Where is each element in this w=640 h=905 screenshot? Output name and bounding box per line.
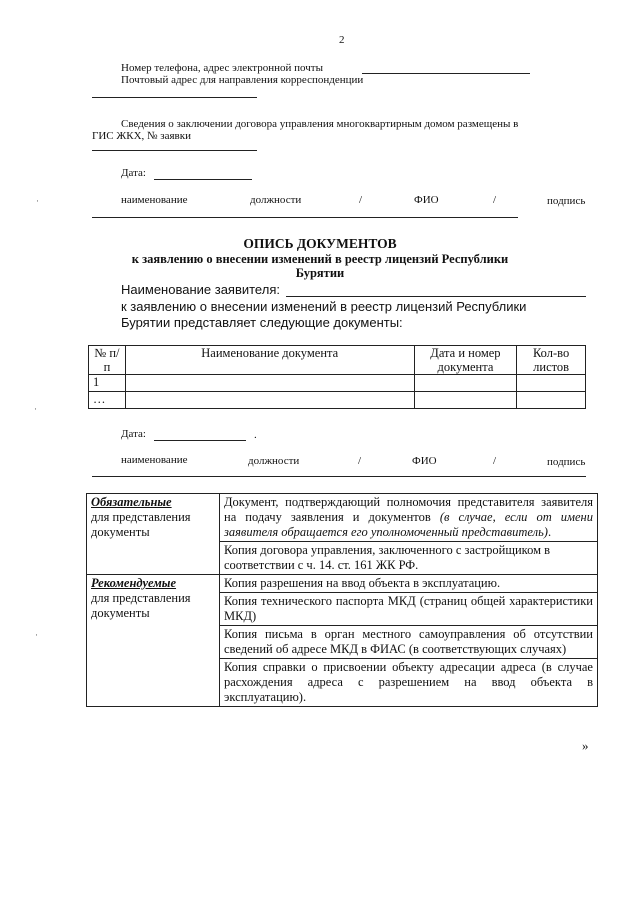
gis-text-line-2: ГИС ЖКХ, № заявки [92,130,191,142]
table-header-row [89,346,586,375]
required-doc-1: Документ, подтверждающий полномочия представителя заявителя на подачу заявления и документов [224,495,593,524]
recommended-doc: Копия разрешения на ввод объекта в эксплуатацию. [220,575,598,593]
gis-text-line-1: Сведения о заключении договора управления многоквартирным домом размещены в [121,118,519,130]
continuation-mark: » [582,738,589,753]
phone-email-label: Номер телефона, адрес электронной почты [121,62,323,74]
table-row [89,392,586,409]
scan-speck: · [35,630,38,640]
sign-separator: / [358,455,362,467]
inventory-date-label: Дата: [121,428,146,440]
statement-line-1: к заявлению о внесении изменений в реестр лицензий Республики [121,299,527,314]
sign-signature: подпись [547,195,586,207]
recommended-category-cell [87,575,220,707]
applicant-label: Наименование заявителя: [121,282,280,297]
sign-fio: ФИО [414,194,439,206]
sign-position-label: должности [250,194,302,206]
sign-position-name: наименование [121,194,188,206]
statement-line-2: Бурятии представляет следующие документы: [121,315,403,330]
column-header: № п/п [89,346,126,375]
documents-table [86,493,598,707]
row-number: 1 [89,375,126,392]
column-header: Кол-во листов [517,346,586,375]
inventory-table [88,345,586,409]
date-label: Дата: [121,167,146,179]
inventory-date-line [154,440,246,441]
gis-number-line [92,150,257,151]
table-row [89,375,586,392]
column-header: Дата и номер документа [414,346,517,375]
sign-signature: подпись [547,456,586,468]
required-doc-1-end: . [547,525,552,539]
cell [125,392,414,409]
signature-line-top [92,217,518,218]
recommended-suffix: для представления документы [91,591,191,620]
required-category-cell [87,494,220,575]
recommended-doc: Копия технического паспорта МКД (страниц общей характеристики МКД) [220,593,598,626]
sign-fio: ФИО [412,455,437,467]
inventory-subtitle-2: Бурятии [295,266,345,280]
sign-separator: / [359,194,363,206]
required-doc-2: Копия договора управления, заключенного с застройщиком в соответствии с ч. 14. ст. 161 ЖК РФ. [220,542,598,575]
required-doc-cell [220,494,598,542]
sign-separator: / [493,194,497,206]
column-header: Наименование документа [125,346,414,375]
applicant-line [286,296,586,297]
recommended-doc: Копия письма в орган местного самоуправления об отсутствии сведений об адресе МКД в ФИАС (в соответствующих случаях) [220,626,598,659]
postal-address-line [92,97,257,98]
sign-position-name: наименование [121,454,188,466]
recommended-doc: Копия справки о присвоении объекту адресации адреса (в случае расхождения адреса с разрешением на ввод объекта в эксплуатацию). [220,659,598,707]
cell [414,375,517,392]
required-suffix: для представления документы [91,510,191,539]
recommended-label: Рекомендуемые [91,576,177,590]
scan-speck: · [36,196,39,206]
table-row [87,575,598,593]
required-label: Обязательные [91,495,172,509]
scan-speck: · [34,404,37,414]
cell [517,375,586,392]
sign-separator: / [493,455,497,467]
inventory-date-tail: . [254,429,257,441]
postal-address-label: Почтовый адрес для направления корреспонденции [121,74,364,86]
table-row [87,494,598,542]
cell [517,392,586,409]
cell [125,375,414,392]
signature-line-bottom [92,476,586,477]
row-number: … [89,392,126,409]
inventory-title: ОПИСЬ ДОКУМЕНТОВ [243,236,397,251]
inventory-subtitle-1: к заявлению о внесении изменений в реестр лицензий Республики [131,252,509,266]
phone-email-line [362,73,530,74]
page-number: 2 [339,34,345,46]
required-doc-1-note: (в случае, если от имени заявителя обращается его уполномоченный представитель) [224,510,594,539]
date-line [154,179,252,180]
sign-position-label: должности [248,455,300,467]
cell [414,392,517,409]
